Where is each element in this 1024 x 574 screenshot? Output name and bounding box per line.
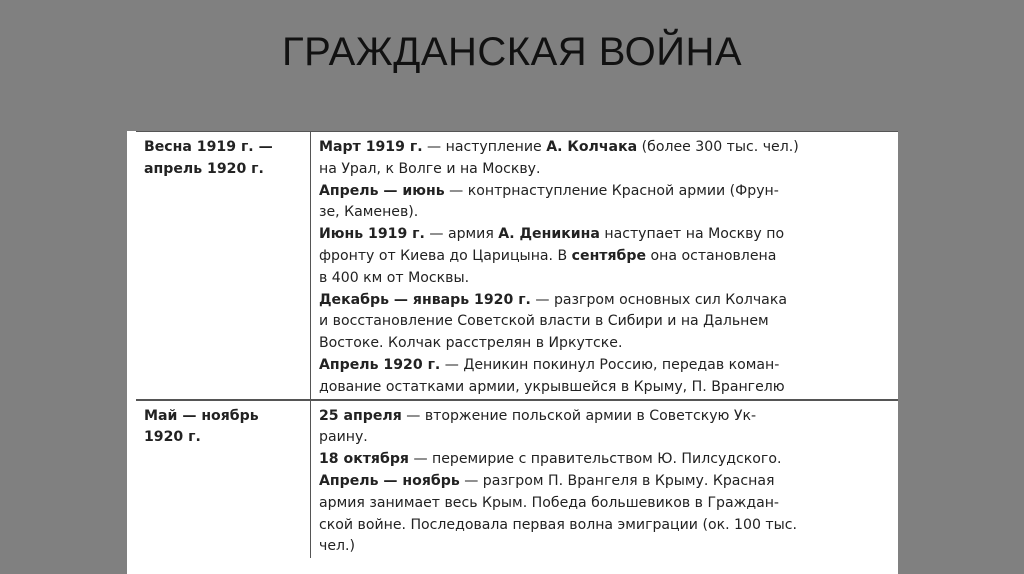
period-line: 1920 г.	[144, 429, 201, 446]
period-cell	[136, 400, 311, 559]
event-line: Июнь 1919 г. — армия А. Деникина наступает на Москву по	[319, 226, 785, 243]
period-cell	[136, 132, 311, 400]
event-line: армия занимает весь Крым. Победа большевиков в Граждан-	[319, 494, 780, 511]
chronology-table	[136, 131, 898, 558]
chronology-table-image	[127, 131, 898, 574]
event-line: раину.	[319, 429, 368, 446]
event-line: Декабрь — январь 1920 г. — разгром основных сил Колчака	[319, 291, 787, 308]
event-line: Апрель — июнь — контрнаступление Красной армии (Фрун-	[319, 182, 779, 199]
event-line: Апрель — ноябрь — разгром П. Врангеля в Крыму. Красная	[319, 472, 775, 489]
event-line: в 400 км от Москвы.	[319, 269, 470, 286]
period-line: Весна 1919 г. —	[144, 139, 273, 155]
event-line: ской войне. Последовала первая волна эмиграции (ок. 100 тыс.	[319, 516, 797, 533]
events-cell	[311, 132, 899, 400]
slide-title: ГРАЖДАНСКАЯ ВОЙНА	[281, 30, 743, 74]
period-line: апрель 1920 г.	[144, 160, 264, 177]
event-line: зе, Каменев).	[319, 204, 419, 221]
event-line: Апрель 1920 г. — Деникин покинул Россию, передав коман-	[319, 356, 780, 373]
event-line: Март 1919 г. — наступление А. Колчака (более 300 тыс. чел.)	[319, 139, 799, 155]
table-row	[136, 400, 898, 559]
event-line: фронту от Киева до Царицына. В сентябре она остановлена	[319, 247, 777, 264]
period-line: Май — ноябрь	[144, 407, 259, 424]
event-line: чел.)	[319, 538, 355, 555]
event-line: 25 апреля — вторжение польской армии в Советскую Ук-	[319, 407, 757, 424]
event-line: Востоке. Колчак расстрелян в Иркутске.	[319, 335, 623, 352]
event-line: на Урал, к Волге и на Москву.	[319, 160, 541, 177]
event-line: и восстановление Советской власти в Сибири и на Дальнем	[319, 313, 769, 330]
table-row	[136, 132, 898, 400]
events-cell	[311, 400, 899, 559]
event-line: дование остатками армии, укрывшейся в Крыму, П. Врангелю	[319, 378, 785, 395]
event-line: 18 октября — перемирие с правительством Ю. Пилсудского.	[319, 451, 782, 468]
